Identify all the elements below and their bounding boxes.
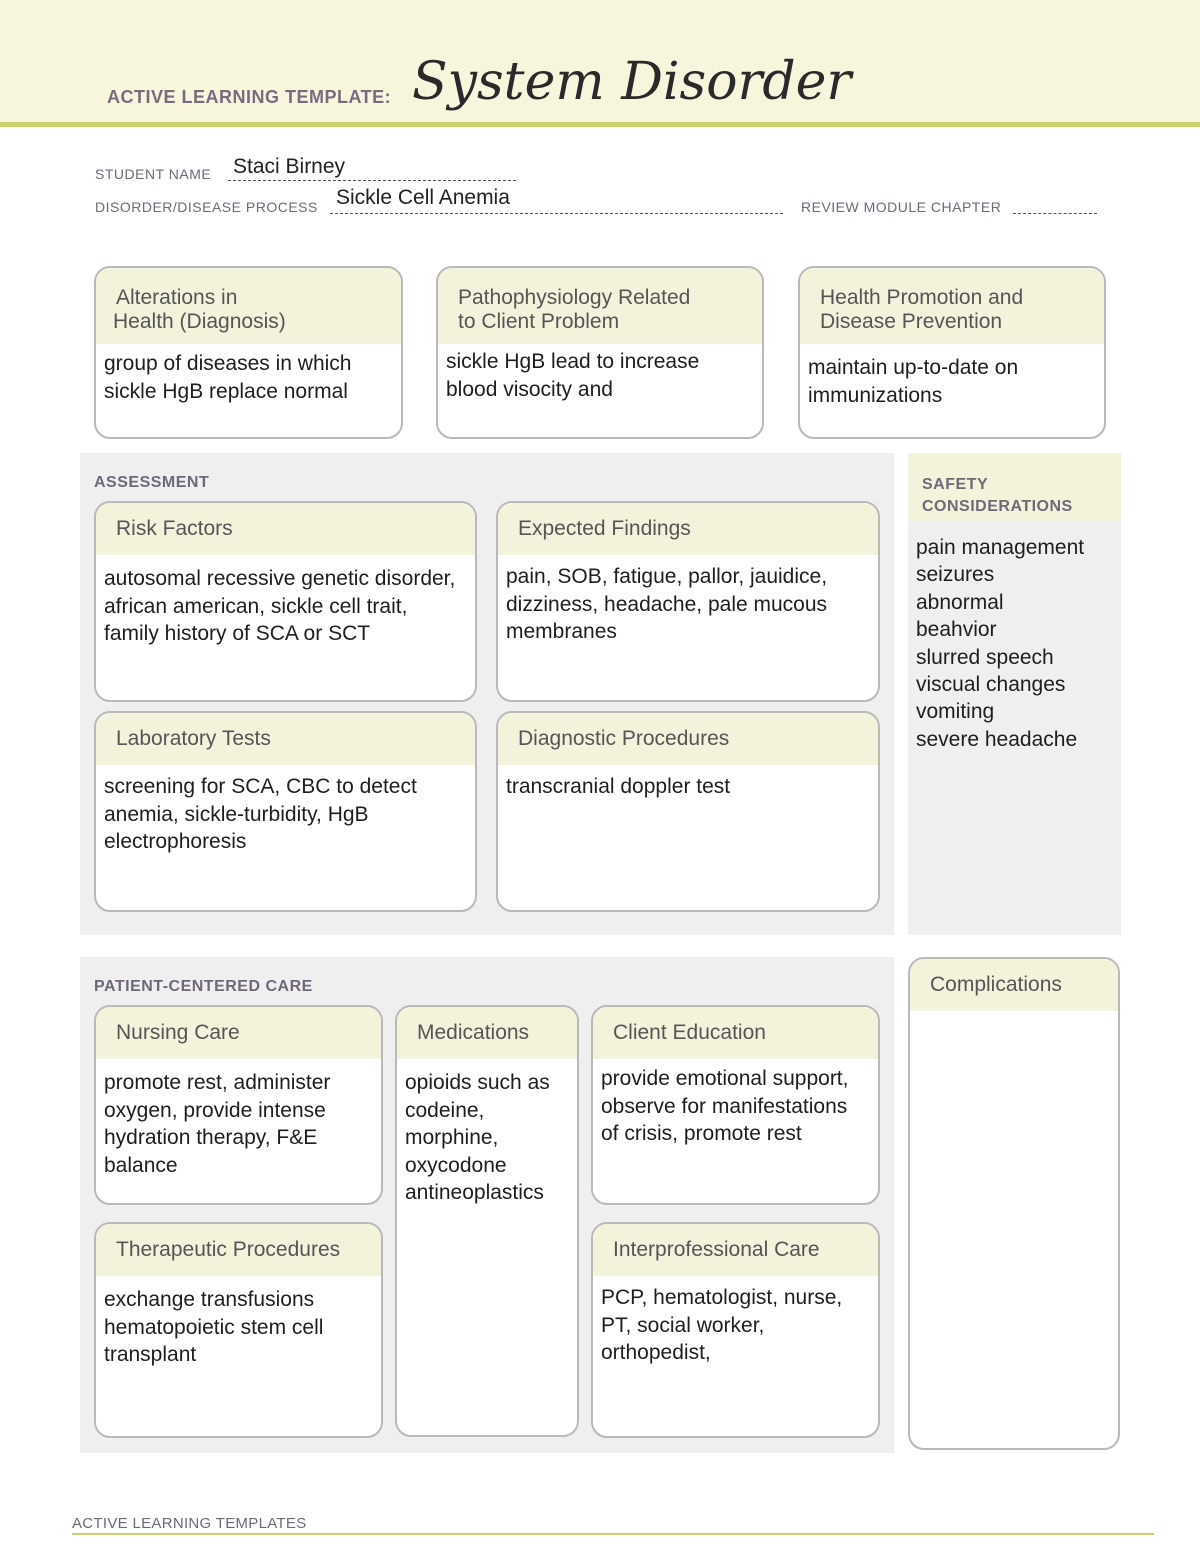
pathophysiology-header bbox=[438, 268, 762, 344]
safety-item: abnormal bbox=[916, 590, 1004, 614]
client-education-text[interactable]: provide emotional support, observe for manifestations of crisis, promote rest bbox=[601, 1067, 849, 1145]
safety-item: slurred speech bbox=[916, 645, 1054, 669]
health-promotion-title-line1: Health Promotion and bbox=[820, 286, 1024, 309]
risk-factors-box bbox=[94, 501, 477, 702]
health-promotion-text[interactable]: maintain up-to-date on immunizations bbox=[808, 356, 1019, 407]
medications-text[interactable]: opioids such as codeine, morphine, oxycodone antineoplastics bbox=[405, 1071, 550, 1204]
student-name-line bbox=[228, 180, 516, 181]
medications-header: Medications bbox=[397, 1007, 577, 1059]
therapeutic-procedures-header: Therapeutic Procedures bbox=[96, 1224, 381, 1276]
footer-label: ACTIVE LEARNING TEMPLATES bbox=[72, 1515, 307, 1532]
review-module-label: REVIEW MODULE CHAPTER bbox=[801, 199, 1002, 215]
pathophysiology-box bbox=[436, 266, 764, 439]
footer-rule bbox=[72, 1533, 1154, 1535]
safety-heading bbox=[922, 474, 1073, 518]
expected-findings-box bbox=[496, 501, 880, 702]
complications-box bbox=[908, 957, 1120, 1450]
medications-box bbox=[395, 1005, 579, 1437]
safety-heading-line1: SAFETY bbox=[922, 476, 989, 493]
assessment-heading: ASSESSMENT bbox=[94, 474, 210, 491]
safety-item: seizures bbox=[916, 563, 995, 587]
header-rule bbox=[0, 122, 1200, 127]
diagnostic-procedures-header: Diagnostic Procedures bbox=[498, 713, 878, 765]
therapeutic-procedures-text[interactable]: exchange transfusions hematopoietic stem cell transplant bbox=[104, 1288, 324, 1366]
pathophysiology-text[interactable]: sickle HgB lead to increase blood visocity and bbox=[446, 350, 700, 401]
disorder-label: DISORDER/DISEASE PROCESS bbox=[95, 199, 318, 215]
therapeutic-procedures-box bbox=[94, 1222, 383, 1438]
alterations-title-line1: Alterations in bbox=[116, 286, 238, 309]
disorder-field[interactable]: Sickle Cell Anemia bbox=[336, 186, 510, 209]
safety-item: viscual changes bbox=[916, 673, 1066, 697]
template-title: System Disorder bbox=[412, 52, 852, 112]
template-label: ACTIVE LEARNING TEMPLATE: bbox=[107, 87, 392, 107]
alterations-header bbox=[96, 268, 401, 344]
laboratory-tests-header: Laboratory Tests bbox=[96, 713, 475, 765]
student-name-label: STUDENT NAME bbox=[95, 166, 212, 182]
health-promotion-title-line2: Disease Prevention bbox=[820, 310, 1003, 333]
alterations-text[interactable]: group of diseases in which sickle HgB replace normal bbox=[104, 352, 352, 403]
safety-list[interactable] bbox=[916, 534, 1084, 753]
nursing-care-text[interactable]: promote rest, administer oxygen, provide intense hydration therapy, F&E balance bbox=[104, 1071, 331, 1177]
nursing-care-box bbox=[94, 1005, 383, 1205]
laboratory-tests-text[interactable]: screening for SCA, CBC to detect anemia, sickle-turbidity, HgB electrophoresis bbox=[104, 775, 417, 853]
safety-item: beahvior bbox=[916, 618, 997, 642]
diagnostic-procedures-box bbox=[496, 711, 880, 912]
safety-heading-line2: CONSIDERATIONS bbox=[922, 498, 1073, 515]
expected-findings-text[interactable]: pain, SOB, fatigue, pallor, jauidice, dizziness, headache, pale mucous membranes bbox=[506, 565, 828, 643]
student-name-field[interactable]: Staci Birney bbox=[233, 155, 346, 178]
risk-factors-header: Risk Factors bbox=[96, 503, 475, 555]
expected-findings-header: Expected Findings bbox=[498, 503, 878, 555]
health-promotion-header bbox=[800, 268, 1104, 344]
interprofessional-care-box bbox=[591, 1222, 880, 1438]
interprofessional-care-header: Interprofessional Care bbox=[593, 1224, 878, 1276]
review-module-field[interactable] bbox=[1013, 213, 1097, 214]
alterations-title-line2: Health (Diagnosis) bbox=[113, 310, 286, 333]
patient-care-heading: PATIENT-CENTERED CARE bbox=[94, 978, 313, 995]
disorder-line bbox=[330, 213, 783, 214]
alterations-box bbox=[94, 266, 403, 439]
diagnostic-procedures-text[interactable]: transcranial doppler test bbox=[506, 775, 731, 798]
safety-item: severe headache bbox=[916, 727, 1078, 751]
safety-item: vomiting bbox=[916, 700, 995, 724]
complications-text[interactable] bbox=[910, 1011, 1118, 1017]
client-education-header: Client Education bbox=[593, 1007, 878, 1059]
health-promotion-box bbox=[798, 266, 1106, 439]
safety-item: pain management bbox=[916, 536, 1085, 559]
interprofessional-care-text[interactable]: PCP, hematologist, nurse, PT, social worker, orthopedist, bbox=[601, 1286, 843, 1364]
client-education-box bbox=[591, 1005, 880, 1205]
complications-header: Complications bbox=[910, 959, 1118, 1011]
pathophysiology-title-line2: to Client Problem bbox=[458, 310, 620, 333]
laboratory-tests-box bbox=[94, 711, 477, 912]
pathophysiology-title-line1: Pathophysiology Related bbox=[458, 286, 691, 309]
nursing-care-header: Nursing Care bbox=[96, 1007, 381, 1059]
risk-factors-text[interactable]: autosomal recessive genetic disorder, african american, sickle cell trait, family history of SCA or SCT bbox=[104, 567, 456, 645]
